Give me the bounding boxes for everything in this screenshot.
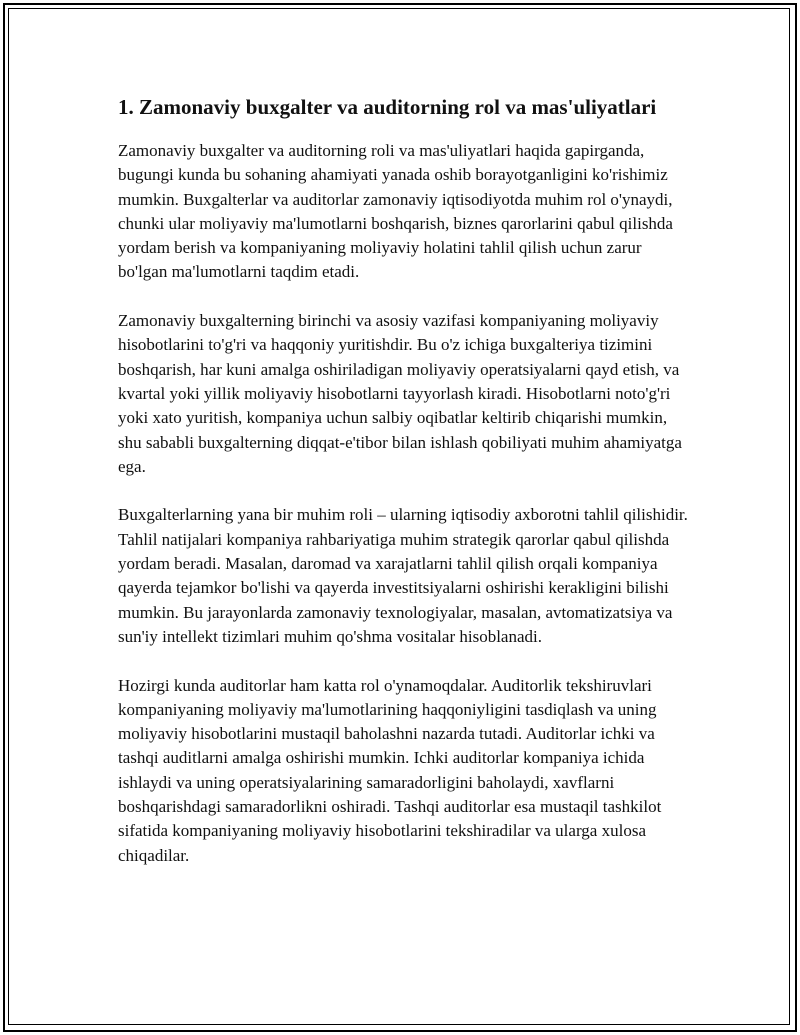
paragraph-intro: Zamonaviy buxgalter va auditorning roli va mas'uliyatlari haqida gapirganda, bugungi kunda bu sohaning ahamiyati yanada oshib borayotganligini ko'rishimiz mumkin. Buxgalterlar va auditorlar zamonaviy iqtisodiyotda muhim rol o'ynaydi, chunki ular moliyaviy ma'lumotlarni boshqarish, biznes qarorlarini qabul qilishda yordam berish va kompaniyaning moliyaviy holatini tahlil qilish uchun zarur bo'lgan ma'lumotlarni taqdim etadi. — [118, 141, 673, 282]
paragraph-analysis-role: Buxgalterlarning yana bir muhim roli – ularning iqtisodiy axborotni tahlil qilishidir. Tahlil natijalari kompaniya rahbariyatiga muhim strategik qarorlar qabul qilishda yordam beradi. Masalan, daromad va xarajatlarni tahlil qilish orqali kompaniya qayerda tejamkor bo'lishi va qayerda investitsiyalarni oshirishi kerakligini bilishi mumkin. Bu jarayonlarda zamonaviy texnologiyalar, masalan, avtomatizatsiya va sun'iy intellekt tizimlari muhim qo'shma vositalar hisoblanadi. — [118, 505, 688, 646]
document-body — [118, 92, 693, 892]
section-heading: 1. Zamonaviy buxgalter va auditorning rol va mas'uliyatlari — [118, 95, 657, 119]
paragraph-accountant-duties: Zamonaviy buxgalterning birinchi va asosiy vazifasi kompaniyaning moliyaviy hisobotlarini to'g'ri va haqqoniy yuritishdir. Bu o'z ichiga buxgalteriya tizimini boshqarish, har kuni amalga oshiriladigan moliyaviy operatsiyalarni qayd etish, va kvartal yoki yillik moliyaviy hisobotlarni tayyorlash kiradi. Hisobotlarni noto'g'ri yoki xato yuritish, kompaniya uchun salbiy oqibatlar keltirib chiqarishi mumkin, shu sababli buxgalterning diqqat-e'tibor bilan ishlash qobiliyati muhim ahamiyatga ega. — [118, 311, 682, 476]
paragraph-auditors-role: Hozirgi kunda auditorlar ham katta rol o'ynamoqdalar. Auditorlik tekshiruvlari kompaniyaning moliyaviy ma'lumotlarining haqqoniyligini tasdiqlash va uning moliyaviy hisobotlarini mustaqil baholashni nazarda tutadi. Auditorlar ichki va tashqi auditlarni amalga oshirishi mumkin. Ichki auditorlar kompaniya ichida ishlaydi va uning operatsiyalarining samaradorligini baholaydi, xavflarni boshqarishdagi samaradorlikni oshiradi. Tashqi auditorlar esa mustaqil tashkilot sifatida kompaniyaning moliyaviy hisobotlarini tekshiradilar va ularga xulosa chiqadilar. — [118, 675, 662, 865]
